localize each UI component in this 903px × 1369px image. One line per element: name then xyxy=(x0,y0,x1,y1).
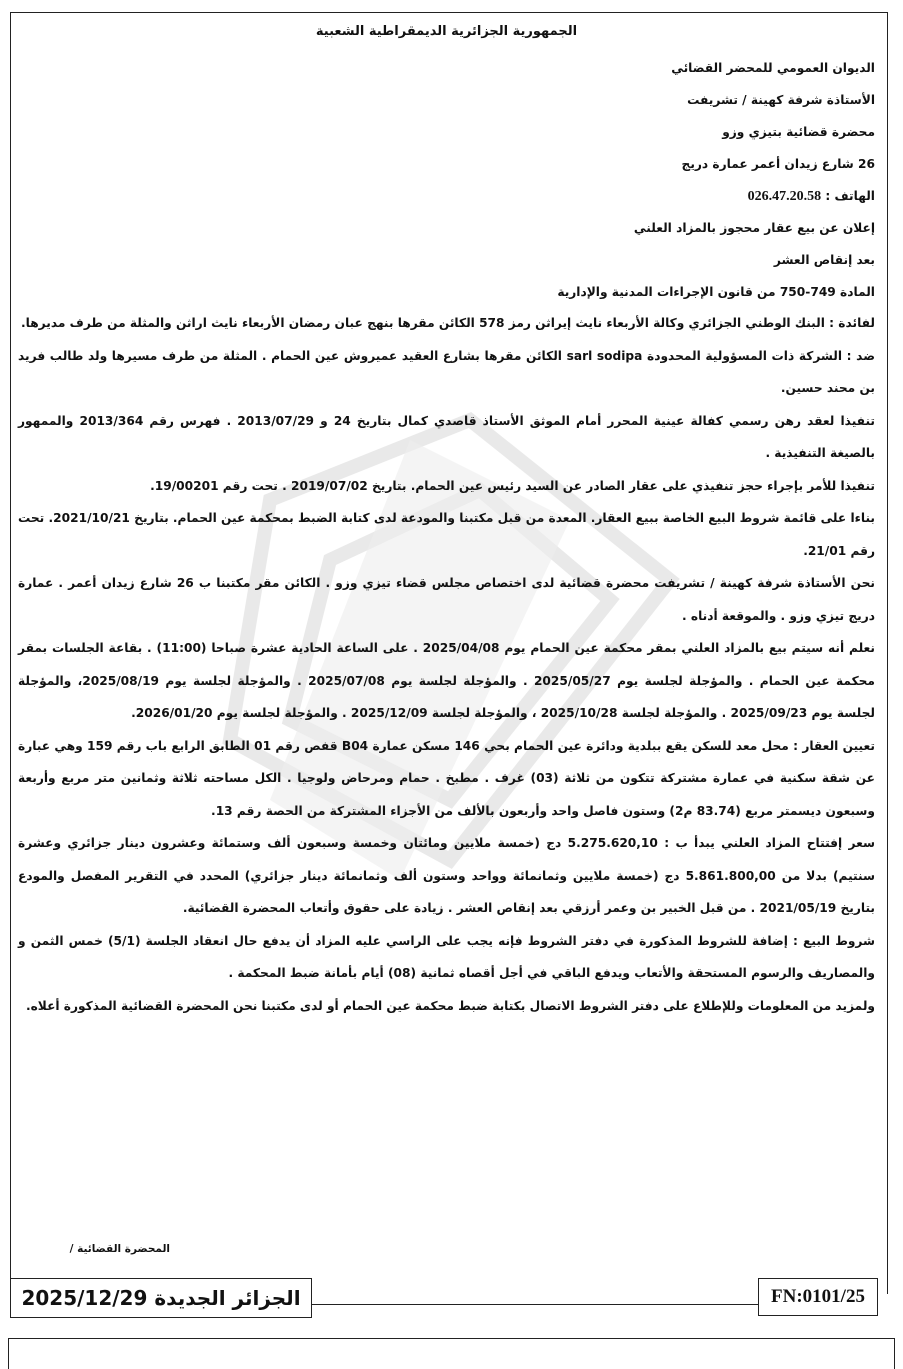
next-announcement-frame xyxy=(8,1338,895,1369)
reference-number-box: FN:0101/25 xyxy=(758,1278,878,1316)
contract-paragraph: تنفيذا لعقد رهن رسمي كفالة عينية المحرر أمام الموثق الأستاذ قاصدي كمال بتاريخ 24 و 2013/07/29 . فهرس رقم 2013/364 والممهور بالصيغة التنفيذية . xyxy=(18,413,875,460)
republic-heading: الجمهورية الجزائرية الديمقراطية الشعبية xyxy=(315,24,578,39)
phone-label: الهاتف : xyxy=(825,189,875,203)
price-paragraph: سعر إفتتاح المزاد العلني يبدأ ب : 5.275.620,10 دج (خمسة ملايين ومائتان وخمسة وسبعون ألف وستمائة وعشرون دينار جزائري وعشرة سنتيم) بدلا من 5.861.800,00 دج (خمسة ملايين وثمانمائة وواحد وستون ألف وثمانمائة دينار جزائري) المحدد في التقرير المفصل والمودع بتاريخ 2021/05/19 . من قبل الخبير بن وعمر أرزقي بعد إنقاص العشر . زيادة على حقوق وأتعاب المحضرة القضائية. xyxy=(18,836,876,915)
beneficiary-paragraph: لفائدة : البنك الوطني الجزائري وكالة الأربعاء نايث إيراثن رمز 578 الكائن مقرها بنهج عبان رمضان الأربعاء نايث اراثن والمثلة من طرف مديرها. xyxy=(21,316,875,330)
footer-rule xyxy=(312,1304,758,1305)
bailiff-name: الأستاذة شرفة كهينة / تشريفت xyxy=(687,93,875,107)
more-info-paragraph: ولمزيد من المعلومات وللإطلاع على دفتر الشروط الاتصال بكتابة ضبط محكمة عين الحمام أو لدى مكتبنا نحن المحضرة القضائية المذكورة أعلاه. xyxy=(25,998,875,1013)
newspaper-date-box: الجزائر الجديدة 2025/12/29 xyxy=(10,1278,312,1318)
bailiff-signature: المحضرة القضائية / xyxy=(69,1243,170,1255)
phone-line xyxy=(18,184,875,208)
office-name: الديوان العمومي للمحضر القضائي xyxy=(671,61,875,75)
property-paragraph: تعيين العقار : محل معد للسكن يقع ببلدية ودائرة عين الحمام بحي 146 مسكن عمارة B04 قفص رقم 01 الطابق الرابع باب رقم 159 وهي عبارة عن شقة سكنية في عمارة مشتركة تتكون من ثلاثة (03) غرف . مطبخ . حمام ومرحاض ولوجيا . الكل مساحته ثلاثة وثمانين متر مربع وأربعة وسبعون ديسمتر مربع (83.74 م2) وستون فاصل واحد وأربعون بالألف من الأجزاء المشتركة من الحصة رقم 13. xyxy=(18,738,875,818)
announcement-content xyxy=(18,24,875,1022)
announcement-subtitle: بعد إنقاص العشر xyxy=(773,253,875,267)
office-location: محضرة قضائية بتيزي وزو xyxy=(722,125,875,139)
announcement-title: إعلان عن بيع عقار محجوز بالمزاد العلني xyxy=(633,221,875,235)
sale-dates-paragraph: نعلم أنه سيتم بيع بالمزاد العلني بمقر محكمة عين الحمام يوم 2025/04/08 . على الساعة الحادية عشرة صباحا (11:00) . بقاعة الجلسات بمقر محكمة عين الحمام . والمؤجلة لجلسة يوم 2025/05/27 . والمؤجلة لجلسة يوم 2025/07/08 . والمؤجلة لجلسة يوم 2025/08/19، والمؤجلة لجلسة يوم 2025/09/23 . والمؤجلة لجلسة 2025/10/28 ، والمؤجلة لجلسة 2025/12/09 . والمؤجلة لجلسة يوم 2026/01/20. xyxy=(18,641,875,720)
order-paragraph: تنفيذا للأمر بإجراء حجز تنفيذي على عقار الصادر عن السيد رئيس عين الحمام. بتاريخ 2019/07/02 . تحت رقم 19/00201. xyxy=(150,478,875,493)
declaration-paragraph: نحن الأستاذة شرفة كهينة / تشريفت محضرة قضائية لدى اختصاص مجلس قضاء تيزي وزو . الكائن مقر مكتبنا ب 26 شارع زيدان أعمر . عمارة دريج تيزي وزو . والموقعة أدناه . xyxy=(18,576,875,623)
office-address: 26 شارع زيدان أعمر عمارة دريج xyxy=(681,157,875,171)
conditions-paragraph: بناءا على قائمة شروط البيع الخاصة ببيع العقار. المعدة من قبل مكتبنا والمودعة لدى كتابة الضبط بمحكمة عين الحمام. بتاريخ 2021/10/21. تحت رقم 21/01. xyxy=(18,511,876,558)
phone-number: 026.47.20.58 xyxy=(747,189,822,204)
defendant-paragraph: ضد : الشركة ذات المسؤولية المحدودة sarl sodipa الكائن مقرها بشارع العقيد عميروش عين الحمام . المثلة من طرف مسيرها ولد طالب فريد بن محند حسين. xyxy=(18,348,875,395)
sale-terms-paragraph: شروط البيع : إضافة للشروط المذكورة في دفتر الشروط فإنه يجب على الراسي عليه المزاد أن يدفع حال انعقاد الجلسة (5/1) خمس الثمن و والمصاريف والرسوم المستحقة والأتعاب ويدفع الباقي في أجل أقصاه ثمانية (08) أيام بأمانة ضبط المحكمة . xyxy=(18,933,875,980)
law-article: المادة 749-750 من قانون الإجراءات المدنية والإدارية xyxy=(557,285,875,299)
